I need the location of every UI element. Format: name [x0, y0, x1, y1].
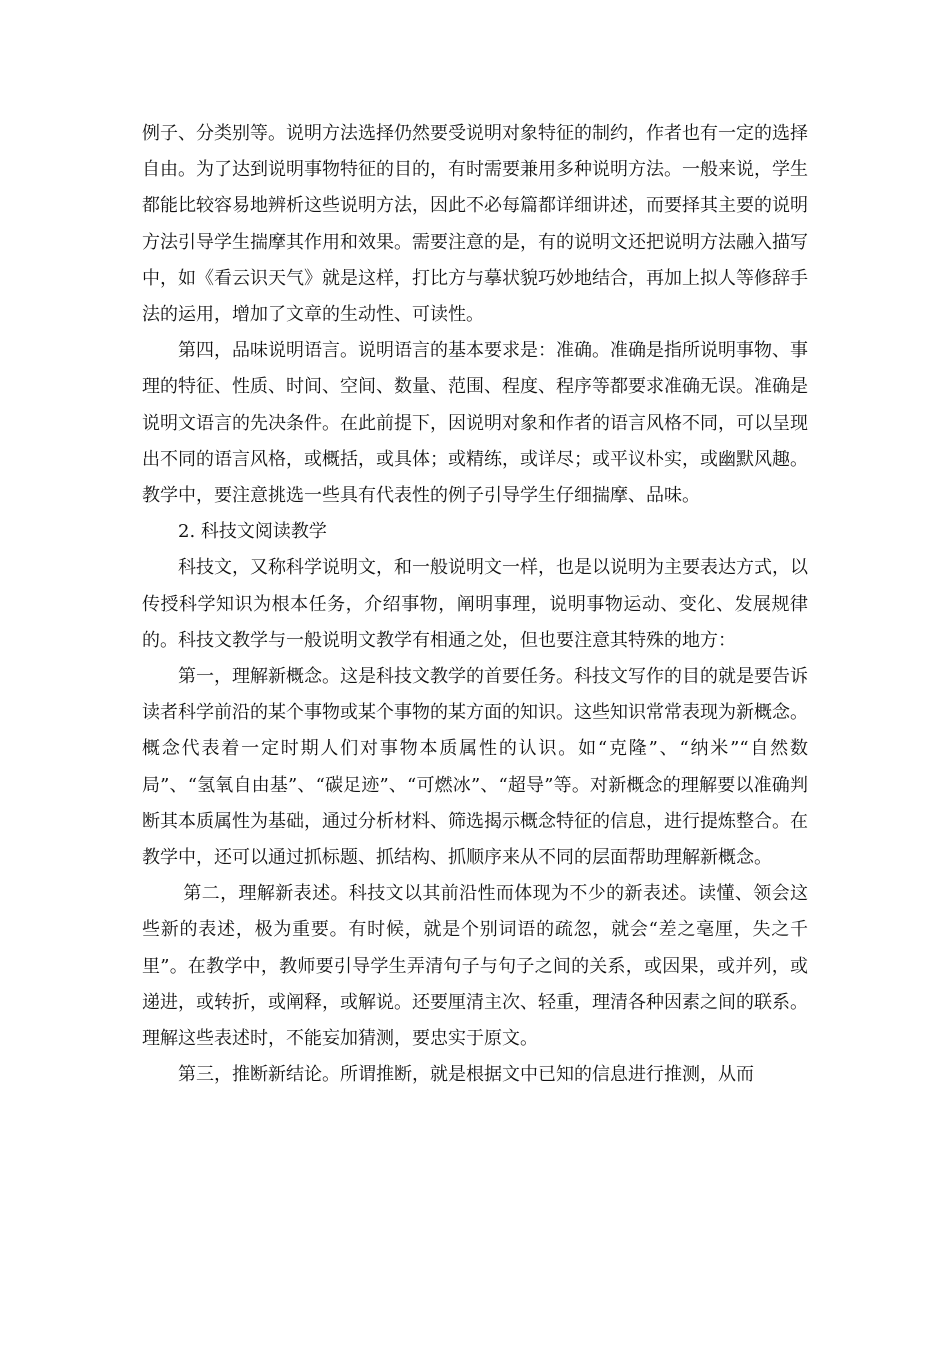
paragraph-4: 第一，理解新概念。这是科技文教学的首要任务。科技文写作的目的就是要告诉读者科学前沿的某个事物或某个事物的某方面的知识。这些知识常常表现为新概念。概念代表着一定时期人们对事物本质属性的认识。如“克隆”、“纳米”“自然数局”、“氢氧自由基”、“碳足迹”、“可燃冰”、“超导”等。对新概念的理解要以准确判断其本质属性为基础，通过分析材料、筛选揭示概念特征的信息，进行提炼整合。在教学中，还可以通过抓标题、抓结构、抓顺序来从不同的层面帮助理解新概念。: [142, 666, 808, 869]
section-heading: 2. 科技文阅读教学: [178, 521, 327, 543]
paragraph-6: 第三，推断新结论。所谓推断，就是根据文中已知的信息进行推测，从而: [178, 1064, 754, 1086]
document-page: [142, 116, 808, 1093]
paragraph-2: 第四，品味说明语言。说明语言的基本要求是：准确。准确是指所说明事物、事理的特征、性质、时间、空间、数量、范围、程度、程序等都要求准确无误。准确是说明文语言的先决条件。在此前提下，因说明对象和作者的语言风格不同，可以呈现出不同的语言风格，或概括，或具体；或精练，或详尽；或平议朴实，或幽默风趣。教学中，要注意挑选一些具有代表性的例子引导学生仔细揣摩、品味。: [142, 340, 808, 507]
paragraph-1: 例子、分类别等。说明方法选择仍然要受说明对象特征的制约，作者也有一定的选择自由。为了达到说明事物特征的目的，有时需要兼用多种说明方法。一般来说，学生都能比较容易地辨析这些说明方法，因此不必每篇都详细讲述，而要择其主要的说明方法引导学生揣摩其作用和效果。需要注意的是，有的说明文还把说明方法融入描写中，如《看云识天气》就是这样，打比方与摹状貌巧妙地结合，再加上拟人等修辞手法的运用，增加了文章的生动性、可读性。: [142, 123, 808, 326]
paragraph-3: 科技文，又称科学说明文，和一般说明文一样，也是以说明为主要表达方式，以传授科学知识为根本任务，介绍事物，阐明事理，说明事物运动、变化、发展规律的。科技文教学与一般说明文教学有相通之处，但也要注意其特殊的地方：: [142, 557, 808, 651]
paragraph-5: 第二，理解新表述。科技文以其前沿性而体现为不少的新表述。读懂、领会这些新的表述，极为重要。有时候，就是个别词语的疏忽，就会“差之毫厘，失之千里”。在教学中，教师要引导学生弄清句子与句子之间的关系，或因果，或并列，或递进，或转折，或阐释，或解说。还要厘清主次、轻重，理清各种因素之间的联系。理解这些表述时，不能妄加猜测，要忠实于原文。: [142, 883, 808, 1050]
